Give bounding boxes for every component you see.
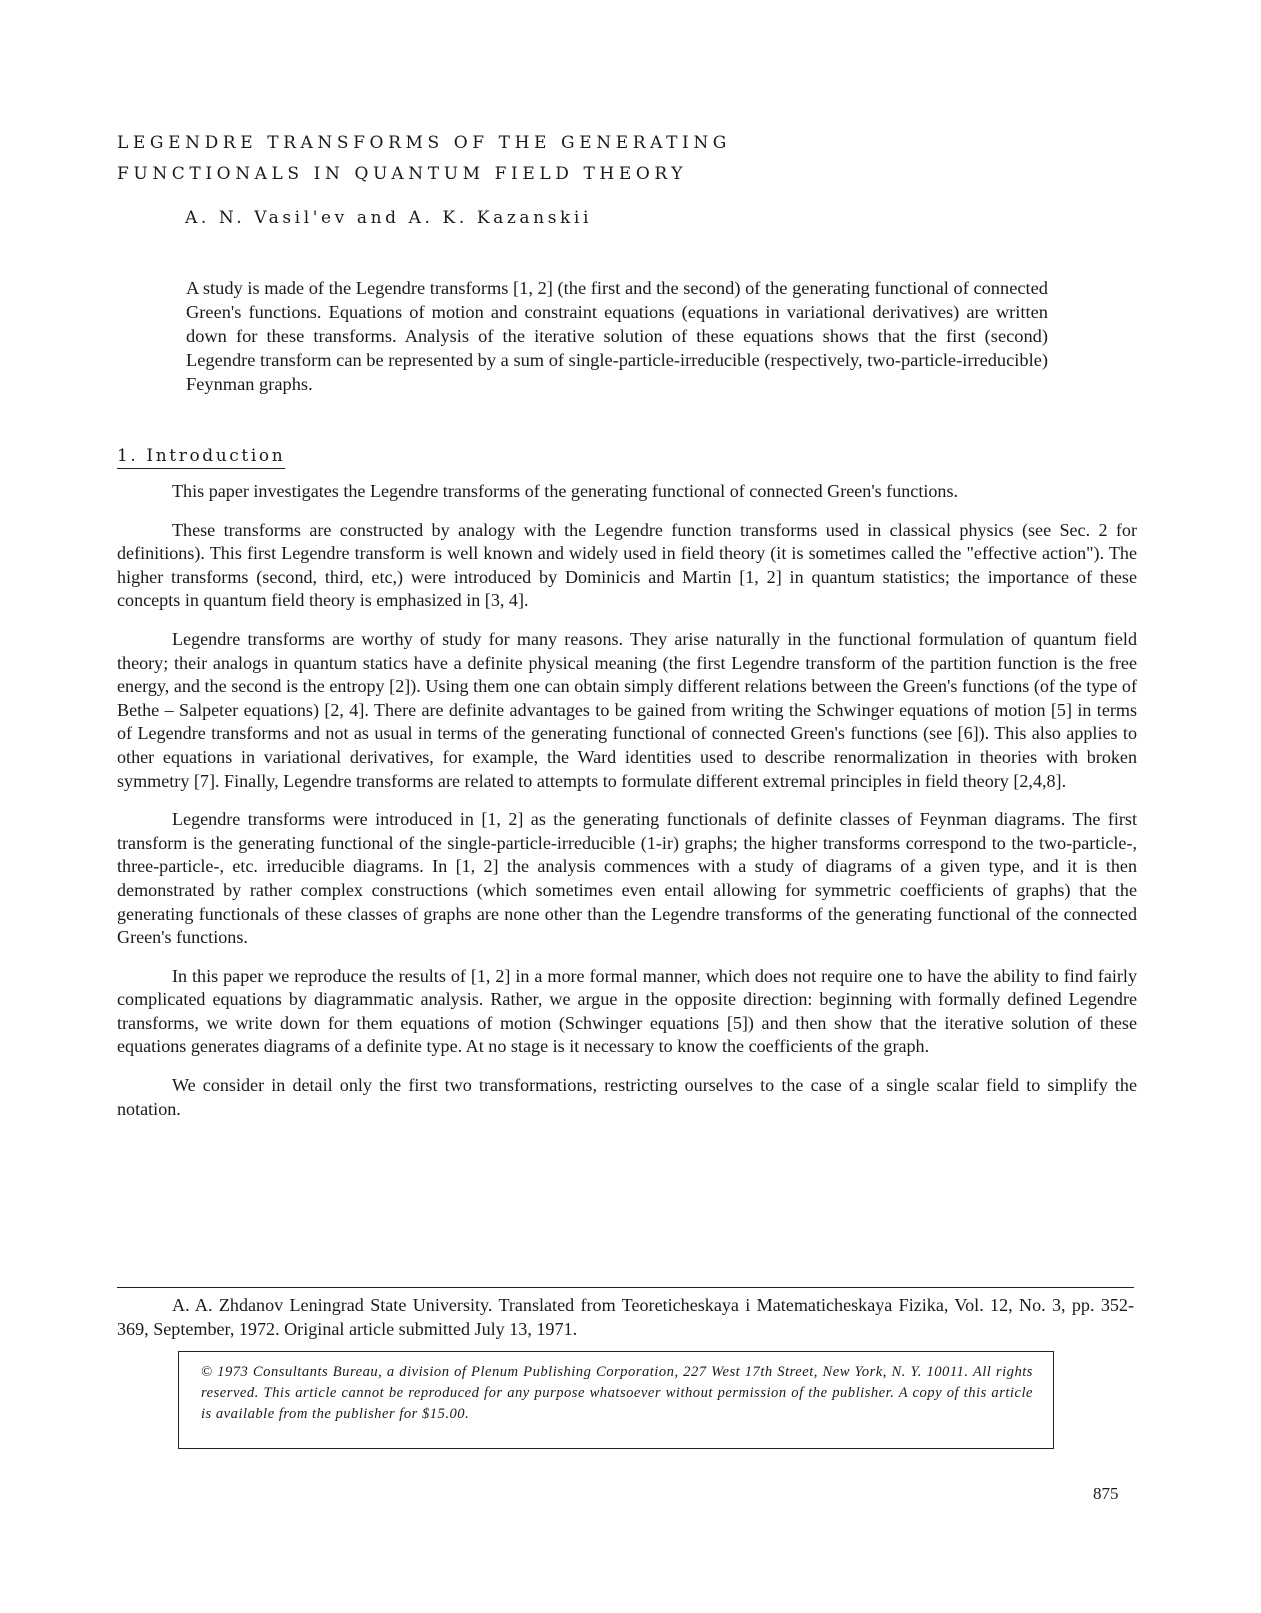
authors: A. N. Vasil'ev and A. K. Kazanskii bbox=[185, 208, 593, 228]
paragraph-3: Legendre transforms are worthy of study for many reasons. They arise naturally in the functional formulation of quantum field theory; their analogs in quantum statics have a definite physical meaning (the first Legendre transform of the partition function is the free energy, and the second is the entropy [2]). Using them one can obtain simply different relations between the Green's functions (of the type of Bethe – Salpeter equations) [2, 4]. There are definite advantages to be gained from writing the Schwinger equations of motion [5] in terms of Legendre transforms and not as usual in terms of the generating functional of connected Green's functions (see [6]). This also applies to other equations in variational derivatives, for example, the Ward identities used to describe renormalization in theories with broken symmetry [7]. Finally, Legendre transforms are related to attempts to formulate different extremal principles in field theory [2,4,8]. bbox=[117, 628, 1137, 791]
paragraph-2: These transforms are constructed by analogy with the Legendre function transforms used in classical physics (see Sec. 2 for definitions). This first Legendre transform is well known and widely used in field theory (it is sometimes called the "effective action"). The higher transforms (second, third, etc,) were introduced by Dominicis and Martin [1, 2] in quantum statistics; the importance of these concepts in quantum field theory is emphasized in [3, 4]. bbox=[117, 519, 1137, 611]
body-text bbox=[117, 480, 1137, 1136]
abstract: A study is made of the Legendre transforms [1, 2] (the first and the second) of the generating functional of connected Green's functions. Equations of motion and constraint equations (equations in variational derivatives) are written down for these transforms. Analysis of the iterative solution of these equations shows that the first (second) Legendre transform can be represented by a sum of single-particle-irreducible (respectively, two-particle-irreducible) Feynman graphs. bbox=[186, 278, 1048, 394]
paragraph-1: This paper investigates the Legendre transforms of the generating functional of connected Green's functions. bbox=[172, 481, 959, 501]
section-heading: 1. Introduction bbox=[117, 446, 285, 469]
footnote-divider bbox=[117, 1287, 1134, 1288]
paragraph-6: We consider in detail only the first two transformations, restricting ourselves to the case of a single scalar field to simplify the notation. bbox=[117, 1075, 1137, 1119]
footnote: A. A. Zhdanov Leningrad State University. Translated from Teoreticheskaya i Matematicheskaya Fizika, Vol. 12, No. 3, pp. 352-369, September, 1972. Original article submitted July 13, 1971. bbox=[117, 1295, 1134, 1339]
paragraph-5: In this paper we reproduce the results of [1, 2] in a more formal manner, which does not require one to have the ability to find fairly complicated equations by diagrammatic analysis. Rather, we argue in the opposite direction: beginning with formally defined Legendre transforms, we write down for them equations of motion (Schwinger equations [5]) and then show that the iterative solution of these equations generates diagrams of a definite type. At no stage is it necessary to know the coefficients of the graph. bbox=[117, 965, 1137, 1057]
copyright-notice: © 1973 Consultants Bureau, a division of Plenum Publishing Corporation, 227 West 17th Street, New York, N. Y. 10011. All rights reserved. This article cannot be reproduced for any purpose whatsoever without permission of the publisher. A copy of this article is available from the publisher for $15.00. bbox=[178, 1351, 1054, 1449]
paragraph-4: Legendre transforms were introduced in [1, 2] as the generating functionals of definite classes of Feynman diagrams. The first transform is the generating functional of the single-particle-irreducible (1-ir) graphs; the higher transforms correspond to the two-particle-, three-particle-, etc. irreducible diagrams. In [1, 2] the analysis commences with a study of diagrams of a given type, and it is then demonstrated by rather complex constructions (which sometimes even entail allowing for symmetric coefficients of graphs) that the generating functionals of these classes of graphs are none other than the Legendre transforms of the generating functional of the connected Green's functions. bbox=[117, 809, 1137, 948]
page-number: 875 bbox=[1093, 1484, 1119, 1503]
title-line-1: LEGENDRE TRANSFORMS OF THE GENERATING bbox=[117, 133, 731, 153]
paper-title bbox=[117, 128, 731, 190]
title-line-2: FUNCTIONALS IN QUANTUM FIELD THEORY bbox=[117, 164, 688, 184]
